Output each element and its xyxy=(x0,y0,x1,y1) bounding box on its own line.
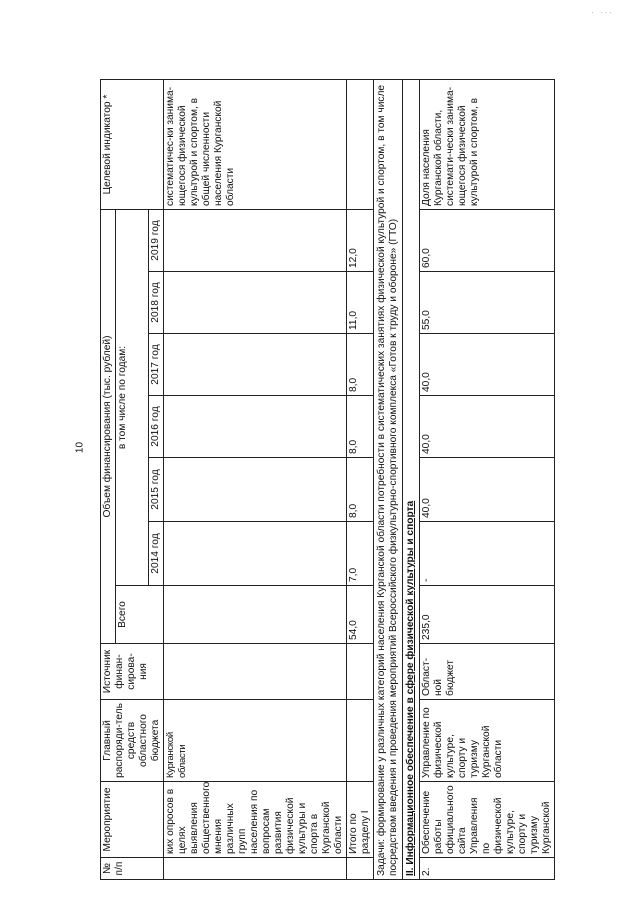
cell-year xyxy=(164,210,347,272)
header-by-years: в том числе по годам: xyxy=(116,210,149,586)
financing-table xyxy=(100,79,555,880)
cell-num xyxy=(164,858,347,880)
task-text: Задачи: формирование у различных категорий населения Курганской области потребности в систематических занятиях физической культурой и спортом, в том числе посредством введения и проведения мероприятий Всероссийского физкультурно-спортивного комплекса «Готов к труду и обороне» (ГТО) xyxy=(374,80,403,880)
total-year-value: 8,0 xyxy=(347,334,374,396)
table-row-total xyxy=(347,80,374,880)
row2-target: Доля населения Курганской области, системати-чески занима-ющегося физической культурой и спортом, в xyxy=(420,80,555,210)
row2-event: Обеспечение работы официального сайта Управления по физической культуре, спорту и туризму Курганской xyxy=(420,782,555,858)
corner-mark: · ··· xyxy=(591,8,614,17)
total-year-value: 8,0 xyxy=(347,396,374,458)
cell-source xyxy=(164,644,347,700)
cell-year xyxy=(164,334,347,396)
table-row-2 xyxy=(420,80,555,880)
section-row xyxy=(403,80,420,880)
total-year-value: 11,0 xyxy=(347,272,374,334)
row2-num: 2. xyxy=(420,858,555,880)
section-title xyxy=(403,80,420,880)
header-manager: Главный распоряди-тель средств областного бюджета xyxy=(101,700,164,782)
header-event: Мероприятие xyxy=(101,782,164,858)
header-year: 2014 год xyxy=(149,522,164,586)
cell-target: систематичес-ки занима-ющегося физической культурой и спортом, в общей численности населения Курганской области xyxy=(164,80,347,210)
header-year: 2016 год xyxy=(149,396,164,458)
section-title-text: II. Информационное обеспечение в сфере физической культуры и спорта xyxy=(405,500,416,876)
cell-year xyxy=(164,272,347,334)
row2-year-value: 40,0 xyxy=(420,334,555,396)
header-year: 2015 год xyxy=(149,458,164,522)
row2-year-value: 60,0 xyxy=(420,210,555,272)
cell-total xyxy=(164,586,347,644)
header-num: № п/п xyxy=(101,858,164,880)
cell-target xyxy=(347,80,374,210)
cell-source xyxy=(347,644,374,700)
rotated-page xyxy=(100,80,615,880)
header-row-1 xyxy=(101,80,116,880)
header-year: 2018 год xyxy=(149,272,164,334)
row2-source: Област-ной бюджет xyxy=(420,644,555,700)
total-year-value: 7,0 xyxy=(347,522,374,586)
cell-num xyxy=(347,858,374,880)
cell-manager-handwritten: Курганской области xyxy=(164,700,347,782)
row2-year-value: 40,0 xyxy=(420,458,555,522)
row2-year-value: 40,0 xyxy=(420,396,555,458)
table-row-continued xyxy=(164,80,347,880)
cell-year xyxy=(164,522,347,586)
header-source: Источник финан-сирова-ния xyxy=(101,644,164,700)
cell-year xyxy=(164,396,347,458)
header-year: 2017 год xyxy=(149,334,164,396)
page-number: 10 xyxy=(74,441,86,454)
header-total: Всего xyxy=(116,586,164,644)
total-label: Итого по разделу I xyxy=(347,782,374,858)
row2-year-value: 55,0 xyxy=(420,272,555,334)
total-sum: 54,0 xyxy=(347,586,374,644)
row2-total: 235,0 xyxy=(420,586,555,644)
row2-manager: Управление по физической культуре, спорту и туризму Курганской области xyxy=(420,700,555,782)
total-year-value: 12,0 xyxy=(347,210,374,272)
cell-manager xyxy=(347,700,374,782)
header-volume: Объем финансирования (тыс. рублей) xyxy=(101,210,116,644)
cell-year xyxy=(164,458,347,522)
total-year-value: 8,0 xyxy=(347,458,374,522)
cell-event: ких опросов в целях выявления общественного мнения различных групп населения по вопросам развития физической культуры и спорта в Курганской области xyxy=(164,782,347,858)
task-row xyxy=(374,80,403,880)
row2-year-value: - xyxy=(420,522,555,586)
header-year: 2019 год xyxy=(149,210,164,272)
header-target: Целевой индикатор * xyxy=(101,80,164,210)
